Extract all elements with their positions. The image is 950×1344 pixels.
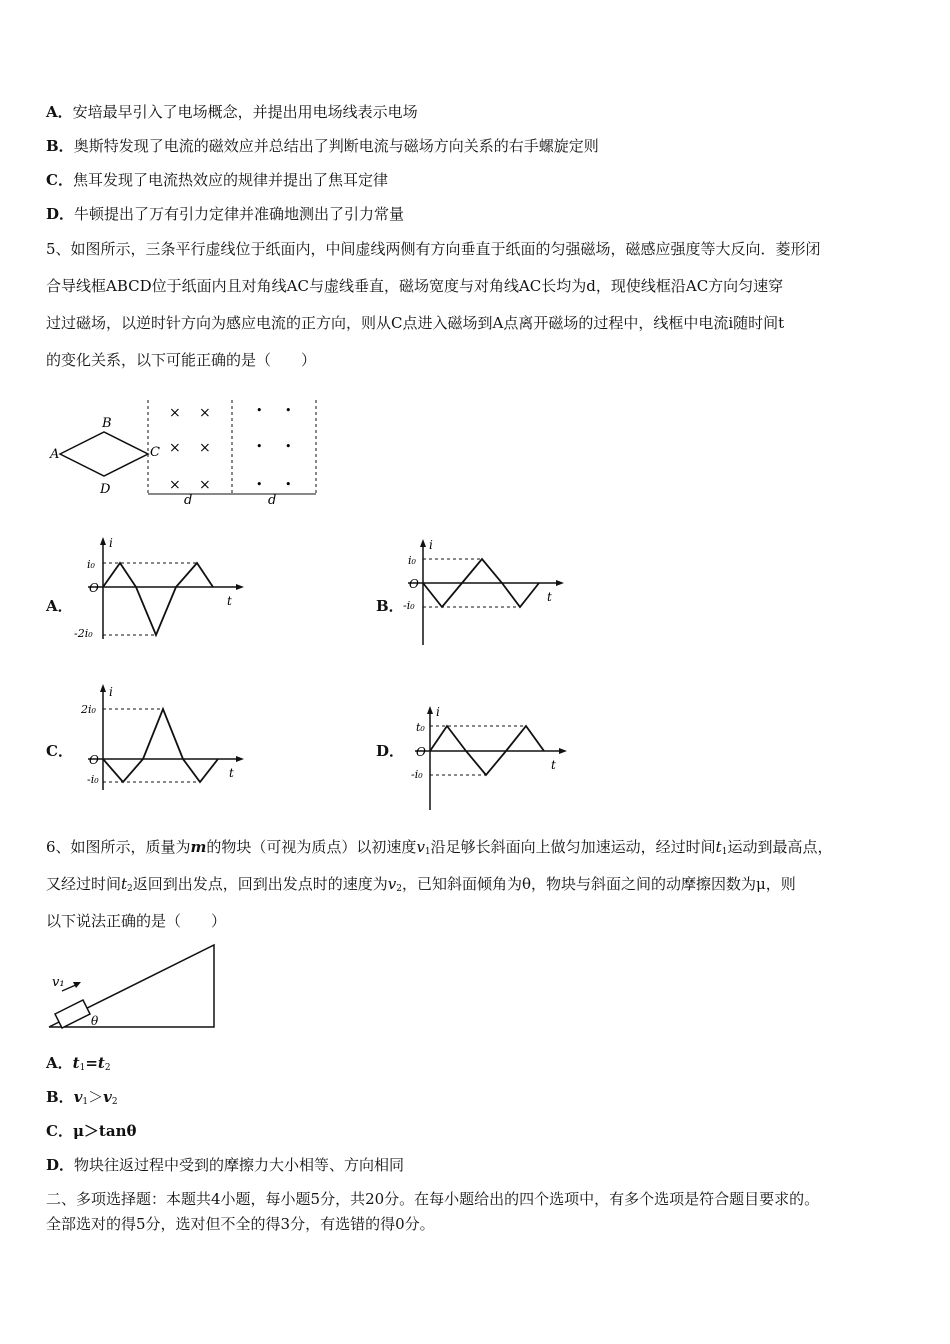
- graph-a-axis-t: t: [227, 594, 232, 608]
- graph-a-axis-i: i: [109, 536, 113, 550]
- vertex-c-label: C: [150, 445, 160, 460]
- graph-option-b: [400, 537, 570, 647]
- graph-a-origin: O: [89, 581, 99, 595]
- graph-option-d-letter: D．: [376, 742, 405, 760]
- q5-stem-line-3: 过过磁场，以逆时针方向为感应电流的正方向，则从C点进入磁场到A点离开磁场的过程中，线框中电流i随时间t: [46, 314, 785, 332]
- field-dot: •: [256, 440, 263, 453]
- graph-b-axis-t: t: [547, 590, 552, 604]
- field-cross: ×: [169, 477, 181, 493]
- q6-stem-line-3: 以下说法正确的是（ ）: [46, 912, 227, 930]
- graph-d-axis-i: i: [436, 705, 440, 719]
- vertex-b-label: B: [102, 416, 112, 431]
- field-cross: ×: [199, 440, 211, 456]
- graph-d-origin: O: [416, 745, 426, 759]
- q6-option-b: B．$v_1>v_2$: [46, 1088, 118, 1107]
- section2-line-1: 二、多项选择题：本题共4小题，每小题5分，共20分。在每小题给出的四个选项中，有多个选项是符合题目要求的。: [46, 1190, 820, 1208]
- graph-c-axis-i: i: [109, 685, 113, 699]
- q6-incline-figure: [46, 942, 226, 1037]
- field-dot: •: [285, 478, 292, 491]
- graph-d-axis-t: t: [551, 758, 556, 772]
- graph-option-a-letter: A．: [46, 597, 73, 615]
- vertex-d-label: D: [100, 482, 111, 497]
- graph-option-b-letter: B．: [376, 597, 404, 615]
- field-cross: ×: [169, 405, 181, 421]
- graph-b-bottom-label: -i₀: [403, 599, 415, 612]
- vertex-a-label: A: [50, 447, 60, 462]
- field-cross: ×: [199, 405, 211, 421]
- graph-c-top-label: 2i₀: [81, 703, 96, 716]
- q4-option-d: D．牛顿提出了万有引力定律并准确地测出了引力常量: [46, 205, 405, 223]
- graph-option-c: [70, 682, 250, 792]
- field-cross: ×: [199, 477, 211, 493]
- q5-stem-line-4: 的变化关系，以下可能正确的是（ ）: [46, 351, 317, 369]
- graph-c-axis-t: t: [229, 766, 234, 780]
- q6-option-a: A．$t_1=t_2$: [46, 1054, 111, 1073]
- graph-option-d: [400, 702, 570, 812]
- graph-b-origin: O: [409, 577, 419, 591]
- q4-option-a: A．安培最早引入了电场概念，并提出用电场线表示电场: [46, 103, 418, 121]
- graph-d-bottom-label: -i₀: [411, 768, 423, 781]
- q6-option-d: D．物块往返过程中受到的摩擦力大小相等、方向相同: [46, 1156, 405, 1174]
- graph-option-c-letter: C．: [46, 742, 73, 760]
- width-label-right: d: [268, 493, 277, 508]
- graph-a-top-label: i₀: [87, 558, 95, 571]
- graph-c-bottom-label: -i₀: [87, 773, 99, 786]
- q5-stem-line-1: 5、如图所示，三条平行虚线位于纸面内，中间虚线两侧有方向垂直于纸面的匀强磁场，磁感应强度等大反向．菱形闭: [46, 240, 821, 258]
- angle-label: θ: [91, 1014, 99, 1028]
- q6-option-c: C．μ＞tanθ: [46, 1122, 137, 1140]
- q6-stem-line-1: 6、如图所示，质量为m的物块（可视为质点）以初速度$v_1$沿足够长斜面向上做匀加速运动，经过时间$t_1$运动到最高点，: [46, 838, 833, 857]
- graph-c-origin: O: [89, 753, 99, 767]
- q6-stem-line-2: 又经过时间$t_2$返回到出发点，回到出发点时的速度为$v_2$，已知斜面倾角为θ，物块与斜面之间的动摩擦因数为μ，则: [46, 875, 796, 894]
- q5-stem-line-2: 合导线框ABCD位于纸面内且对角线AC与虚线垂直，磁场宽度与对角线AC长均为d，现使线框沿AC方向匀速穿: [46, 277, 784, 295]
- q4-option-b: B．奥斯特发现了电流的磁效应并总结出了判断电流与磁场方向关系的右手螺旋定则: [46, 137, 599, 155]
- field-dot: •: [256, 478, 263, 491]
- field-cross: ×: [169, 440, 181, 456]
- block: [55, 1000, 90, 1028]
- q5-field-figure: [46, 390, 326, 510]
- graph-option-a: [70, 535, 250, 645]
- graph-b-top-label: i₀: [408, 554, 416, 567]
- field-dot: •: [256, 404, 263, 417]
- velocity-label: v₁: [52, 975, 65, 990]
- section2-line-2: 全部选对的得5分，选对但不全的得3分，有选错的得0分。: [46, 1215, 435, 1233]
- graph-a-bottom-label: -2i₀: [74, 627, 93, 640]
- graph-a-curve: [103, 563, 213, 635]
- field-dot: •: [285, 404, 292, 417]
- width-label-left: d: [184, 493, 193, 508]
- rhombus-frame: [60, 432, 148, 476]
- q4-option-c: C．焦耳发现了电流热效应的规律并提出了焦耳定律: [46, 171, 388, 189]
- graph-d-top-label: t₀: [416, 721, 425, 734]
- field-dot: •: [285, 440, 292, 453]
- graph-b-axis-i: i: [429, 538, 433, 552]
- graph-c-curve: [103, 709, 218, 782]
